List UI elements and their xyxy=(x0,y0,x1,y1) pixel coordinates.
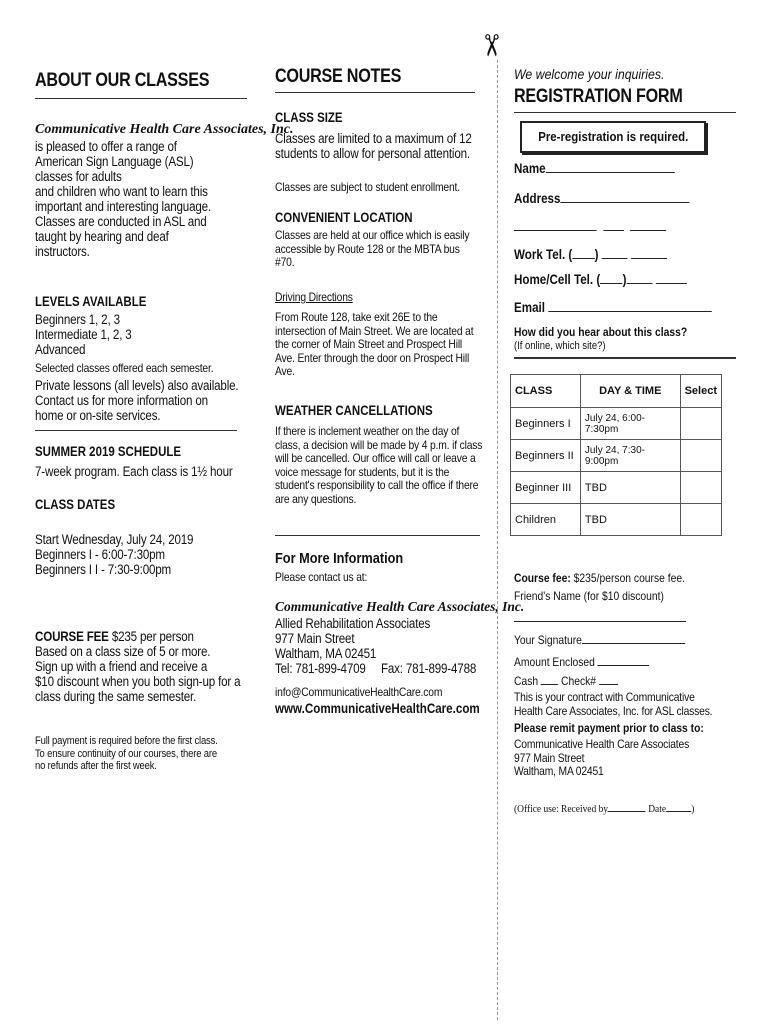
directions-title: Driving Directions xyxy=(275,290,353,304)
signature-field[interactable]: Your Signature xyxy=(514,632,729,648)
about-intro: is pleased to offer a range of American Sign Language (ASL) classes for adults and children who want to learn this important and interesting language. Classes are conducted in ASL and taught by hearing and deaf instructors. xyxy=(35,139,212,259)
address-field[interactable]: Address xyxy=(514,191,720,206)
select-cell[interactable] xyxy=(680,472,721,504)
levels-title: LEVELS AVAILABLE xyxy=(35,294,147,309)
class-dates: Start Wednesday, July 24, 2019 Beginners I - 6:00-7:30pm Beginners I I - 7:30-9:00pm xyxy=(35,532,194,577)
payment-policy: Full payment is required before the first class. To ensure continuity of our courses, there are no refunds after the first week. xyxy=(35,735,218,772)
table-row: Children TBD xyxy=(511,504,722,536)
header-time: DAY & TIME xyxy=(580,375,680,408)
select-cell[interactable] xyxy=(680,504,721,536)
class-table xyxy=(510,374,722,536)
about-title: ABOUT OUR CLASSES xyxy=(35,70,210,91)
summer-text: 7-week program. Each class is 1½ hour xyxy=(35,464,233,479)
dates-title: CLASS DATES xyxy=(35,497,116,512)
hear-sub: (If online, which site?) xyxy=(514,340,606,352)
class-size-title: CLASS SIZE xyxy=(275,110,343,125)
select-cell[interactable] xyxy=(680,440,721,472)
header-class: CLASS xyxy=(511,375,581,408)
payment-method-field[interactable]: Cash Check# xyxy=(514,673,729,689)
prereg-notice: Pre-registration is required. xyxy=(520,121,706,153)
contact-address: Allied Rehabilitation Associates 977 Main Street Waltham, MA 02451 Tel: 781-899-4709 Fax: 781-899-4788 xyxy=(275,616,477,676)
summer-title: SUMMER 2019 SCHEDULE xyxy=(35,444,182,459)
info-sub: Please contact us at: xyxy=(275,570,368,584)
enrollment-text: Classes are subject to student enrollment. xyxy=(275,180,460,194)
cut-line xyxy=(497,60,498,1020)
header-select: Select xyxy=(680,375,721,408)
email-field[interactable]: Email xyxy=(514,300,729,315)
remit-label: Please remit payment prior to class to: xyxy=(514,721,704,735)
amount-field[interactable]: Amount Enclosed xyxy=(514,654,729,670)
table-row: Beginners II July 24, 7:30-9:00pm xyxy=(511,440,722,472)
contact-website[interactable]: www.CommunicativeHealthCare.com xyxy=(275,701,480,716)
contract-text: This is your contract with Communicative Health Care Associates, Inc. for ASL classes. xyxy=(514,690,713,718)
name-field[interactable]: Name xyxy=(514,161,720,176)
location-text: Classes are held at our office which is easily accessible by Route 128 or the MBTA bus #70. xyxy=(275,228,470,269)
table-header-row xyxy=(511,375,722,408)
notes-title: COURSE NOTES xyxy=(275,66,402,87)
select-cell[interactable] xyxy=(680,408,721,440)
form-title: REGISTRATION FORM xyxy=(514,86,683,107)
levels-list: Beginners 1, 2, 3 Intermediate 1, 2, 3 Advanced xyxy=(35,312,132,357)
scissors-icon: ✂ xyxy=(474,32,508,59)
contact-email[interactable]: info@CommunicativeHealthCare.com xyxy=(275,685,443,699)
about-company: Communicative Health Care Associates, Inc. xyxy=(35,122,294,137)
directions-text: From Route 128, take exit 26E to the intersection of Main Street. We are located at the corner of Main Street and Prospect Hill Ave. Enter through the door on Prospect Hill Ave. xyxy=(275,310,474,378)
home-tel-field[interactable]: Home/Cell Tel. ( ) xyxy=(514,272,720,287)
class-size-text: Classes are limited to a maximum of 12 students to allow for personal attention. xyxy=(275,131,472,161)
friend-field[interactable]: Friend's Name (for $10 discount) xyxy=(514,590,729,625)
remit-address: Communicative Health Care Associates 977 Main Street Waltham, MA 02451 xyxy=(514,737,690,778)
table-row: Beginners I July 24, 6:00-7:30pm xyxy=(511,408,722,440)
address-line-2[interactable] xyxy=(514,219,720,234)
work-tel-field[interactable]: Work Tel. ( ) xyxy=(514,247,720,262)
private-lessons: Private lessons (all levels) also available. Contact us for more information on home or on-site services. xyxy=(35,378,239,423)
weather-text: If there is inclement weather on the day of class, a decision will be made by 4 p.m. if class will be cancelled. Our office will call or leave a voice message for students, but it is the student's responsibility to call the office if there are any questions. xyxy=(275,424,483,506)
levels-note: Selected classes offered each semester. xyxy=(35,361,214,375)
hear-label: How did you hear about this class? xyxy=(514,325,688,339)
info-title: For More Information xyxy=(275,550,404,567)
office-use: (Office use: Received by Date ) xyxy=(514,800,694,815)
welcome-text: We welcome your inquiries. xyxy=(514,66,665,82)
form-course-fee: Course fee: $235/person course fee. xyxy=(514,571,685,585)
table-row: Beginner III TBD xyxy=(511,472,722,504)
location-title: CONVENIENT LOCATION xyxy=(275,210,413,225)
course-fee: COURSE FEE $235 per person Based on a class size of 5 or more. Sign up with a friend and receive a $10 discount when you both sign-up for a class during the same semester. xyxy=(35,629,241,704)
info-company: Communicative Health Care Associates, Inc. xyxy=(275,599,525,614)
weather-title: WEATHER CANCELLATIONS xyxy=(275,403,433,418)
